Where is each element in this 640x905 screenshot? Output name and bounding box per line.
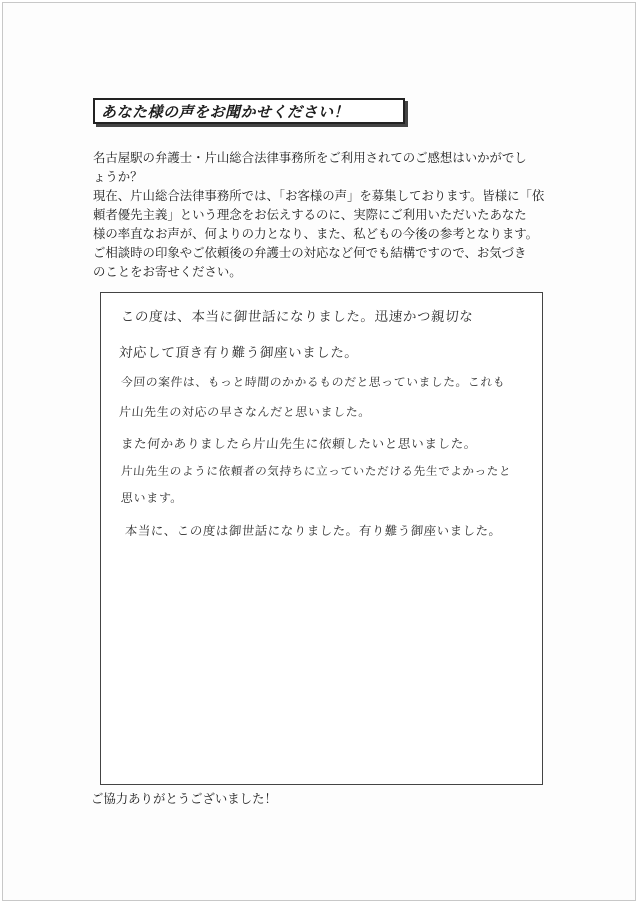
page-title: あなた様の声をお聞かせください！	[101, 102, 350, 121]
handwritten-line: 対応して頂き有り難う御座いました。	[118, 345, 360, 361]
intro-line: 名古屋駅の弁護士・片山総合法律事務所をご利用されてのご感想はいかがでし	[93, 150, 527, 165]
heading-box	[93, 98, 405, 124]
intro-line: ご相談時の印象やご依頼後の弁護士の対応など何でも結構ですので、お気づき	[93, 245, 527, 260]
thanks-note: ご協力ありがとうございました！	[91, 791, 277, 806]
handwritten-line: また何かありましたら片山先生に依頼したいと思いました。	[120, 436, 478, 451]
intro-line: 現在、片山総合法律事務所では、「お客様の声」を募集しております。皆様に「依	[93, 188, 545, 203]
handwritten-line: この度は、本当に御世話になりました。迅速かつ親切な	[120, 309, 474, 325]
intro-line: 様の率直なお声が、何よりの力となり、また、私どもの今後の参考となります。	[93, 226, 539, 241]
intro-line: 頼者優先主義」という理念をお伝えするのに、実際にご利用いただいたあなた	[93, 207, 527, 222]
handwritten-line: 片山先生の対応の早さなんだと思いました。	[118, 405, 372, 419]
intro-line: ょうか？	[93, 169, 143, 184]
handwritten-line: 思います。	[120, 491, 184, 505]
handwritten-line: 本当に、この度は御世話になりました。有り難う御座いました。	[124, 523, 503, 538]
intro-text	[93, 148, 563, 281]
comment-box	[100, 292, 543, 785]
scanned-page	[2, 2, 636, 901]
handwritten-line: 今回の案件は、もっと時間のかかるものだと思っていました。これも	[120, 375, 506, 389]
handwritten-line: 片山先生のように依頼者の気持ちに立っていただける先生でよかったと	[120, 464, 512, 478]
intro-line: のことをお寄せください。	[93, 264, 242, 279]
